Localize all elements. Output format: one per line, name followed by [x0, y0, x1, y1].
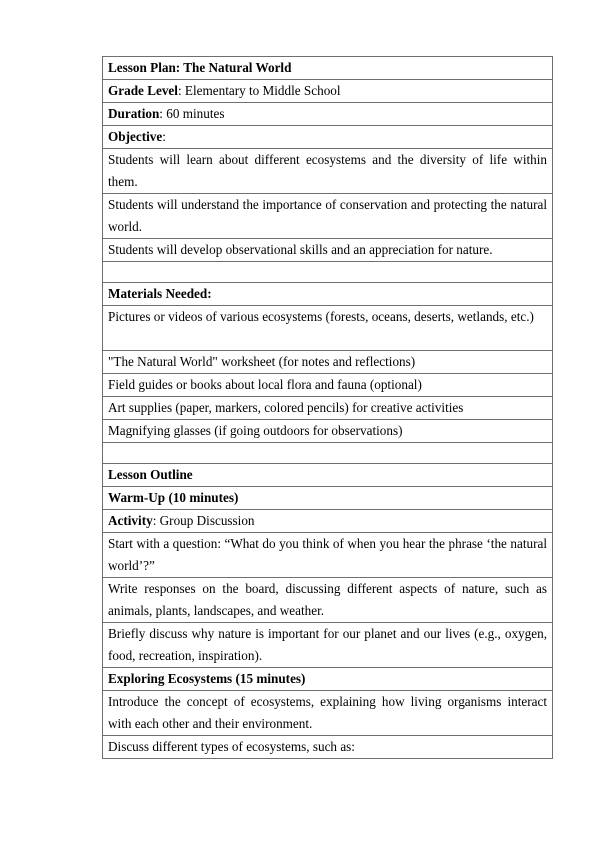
table-row [103, 103, 553, 126]
table-cell [103, 126, 553, 149]
table-cell [103, 510, 553, 533]
table-cell [103, 443, 553, 464]
cell-text: Art supplies (paper, markers, colored pencils) for creative activities [108, 400, 464, 415]
table-cell [103, 103, 553, 126]
cell-bold-text: Grade Level [108, 83, 178, 98]
table-cell [103, 736, 553, 759]
cell-bold-text: Activity [108, 513, 153, 528]
table-row [103, 80, 553, 103]
table-row [103, 464, 553, 487]
table-row [103, 239, 553, 262]
table-cell [103, 578, 553, 623]
cell-text: : [162, 129, 166, 144]
table-cell [103, 668, 553, 691]
cell-text: : Group Discussion [152, 513, 255, 528]
cell-text: Students will develop observational skills and an appreciation for nature. [108, 242, 493, 257]
table-row [103, 126, 553, 149]
table-row [103, 420, 553, 443]
table-row [103, 351, 553, 374]
cell-text: Start with a question: “What do you think of when you hear the phrase ‘the natural world’?” [108, 536, 547, 573]
table-cell [103, 262, 553, 283]
table-cell [103, 80, 553, 103]
table-row [103, 691, 553, 736]
cell-text: Briefly discuss why nature is important for our planet and our lives (e.g., oxygen, food, recreation, inspiration). [108, 626, 547, 663]
table-cell [103, 533, 553, 578]
lesson-plan-table [102, 56, 553, 759]
table-row [103, 306, 553, 351]
table-row [103, 736, 553, 759]
cell-bold-text: Materials Needed: [108, 286, 212, 301]
table-cell [103, 57, 553, 80]
table-row [103, 397, 553, 420]
table-cell [103, 283, 553, 306]
table-row [103, 374, 553, 397]
cell-text: Students will learn about different ecosystems and the diversity of life within them. [108, 152, 547, 189]
cell-text: Field guides or books about local flora and fauna (optional) [108, 377, 422, 392]
table-cell [103, 623, 553, 668]
cell-text: : Elementary to Middle School [177, 83, 341, 98]
table-cell [103, 374, 553, 397]
cell-text: Students will understand the importance of conservation and protecting the natural world. [108, 197, 547, 234]
table-row [103, 149, 553, 194]
table-row [103, 510, 553, 533]
empty-row [103, 262, 553, 283]
cell-text: Pictures or videos of various ecosystems (forests, oceans, deserts, wetlands, etc.) [108, 309, 534, 324]
table-cell [103, 351, 553, 374]
table-row [103, 668, 553, 691]
cell-text: Introduce the concept of ecosystems, explaining how living organisms interact with each other and their environment. [108, 694, 547, 731]
cell-text: Discuss different types of ecosystems, such as: [108, 739, 355, 754]
cell-bold-text: Lesson Outline [108, 467, 193, 482]
table-cell [103, 194, 553, 239]
table-cell [103, 397, 553, 420]
cell-bold-text: Exploring Ecosystems (15 minutes) [108, 671, 306, 686]
table-cell [103, 239, 553, 262]
empty-row [103, 443, 553, 464]
lesson-plan-body [103, 57, 553, 759]
table-row [103, 194, 553, 239]
table-row [103, 533, 553, 578]
table-row [103, 623, 553, 668]
cell-text: Write responses on the board, discussing different aspects of nature, such as animals, plants, landscapes, and weather. [108, 581, 547, 618]
cell-text: "The Natural World" worksheet (for notes and reflections) [108, 354, 416, 369]
cell-text: : 60 minutes [159, 106, 225, 121]
table-cell [103, 420, 553, 443]
cell-bold-text: Objective [108, 129, 163, 144]
table-row [103, 487, 553, 510]
cell-bold-text: Lesson Plan: The Natural World [108, 60, 292, 75]
table-cell [103, 487, 553, 510]
table-cell [103, 306, 553, 351]
table-cell [103, 464, 553, 487]
cell-bold-text: Duration [108, 106, 160, 121]
table-cell [103, 149, 553, 194]
table-row [103, 578, 553, 623]
table-cell [103, 691, 553, 736]
table-row [103, 57, 553, 80]
cell-bold-text: Warm-Up (10 minutes) [108, 490, 239, 505]
cell-text: Magnifying glasses (if going outdoors for observations) [108, 423, 403, 438]
table-row [103, 283, 553, 306]
